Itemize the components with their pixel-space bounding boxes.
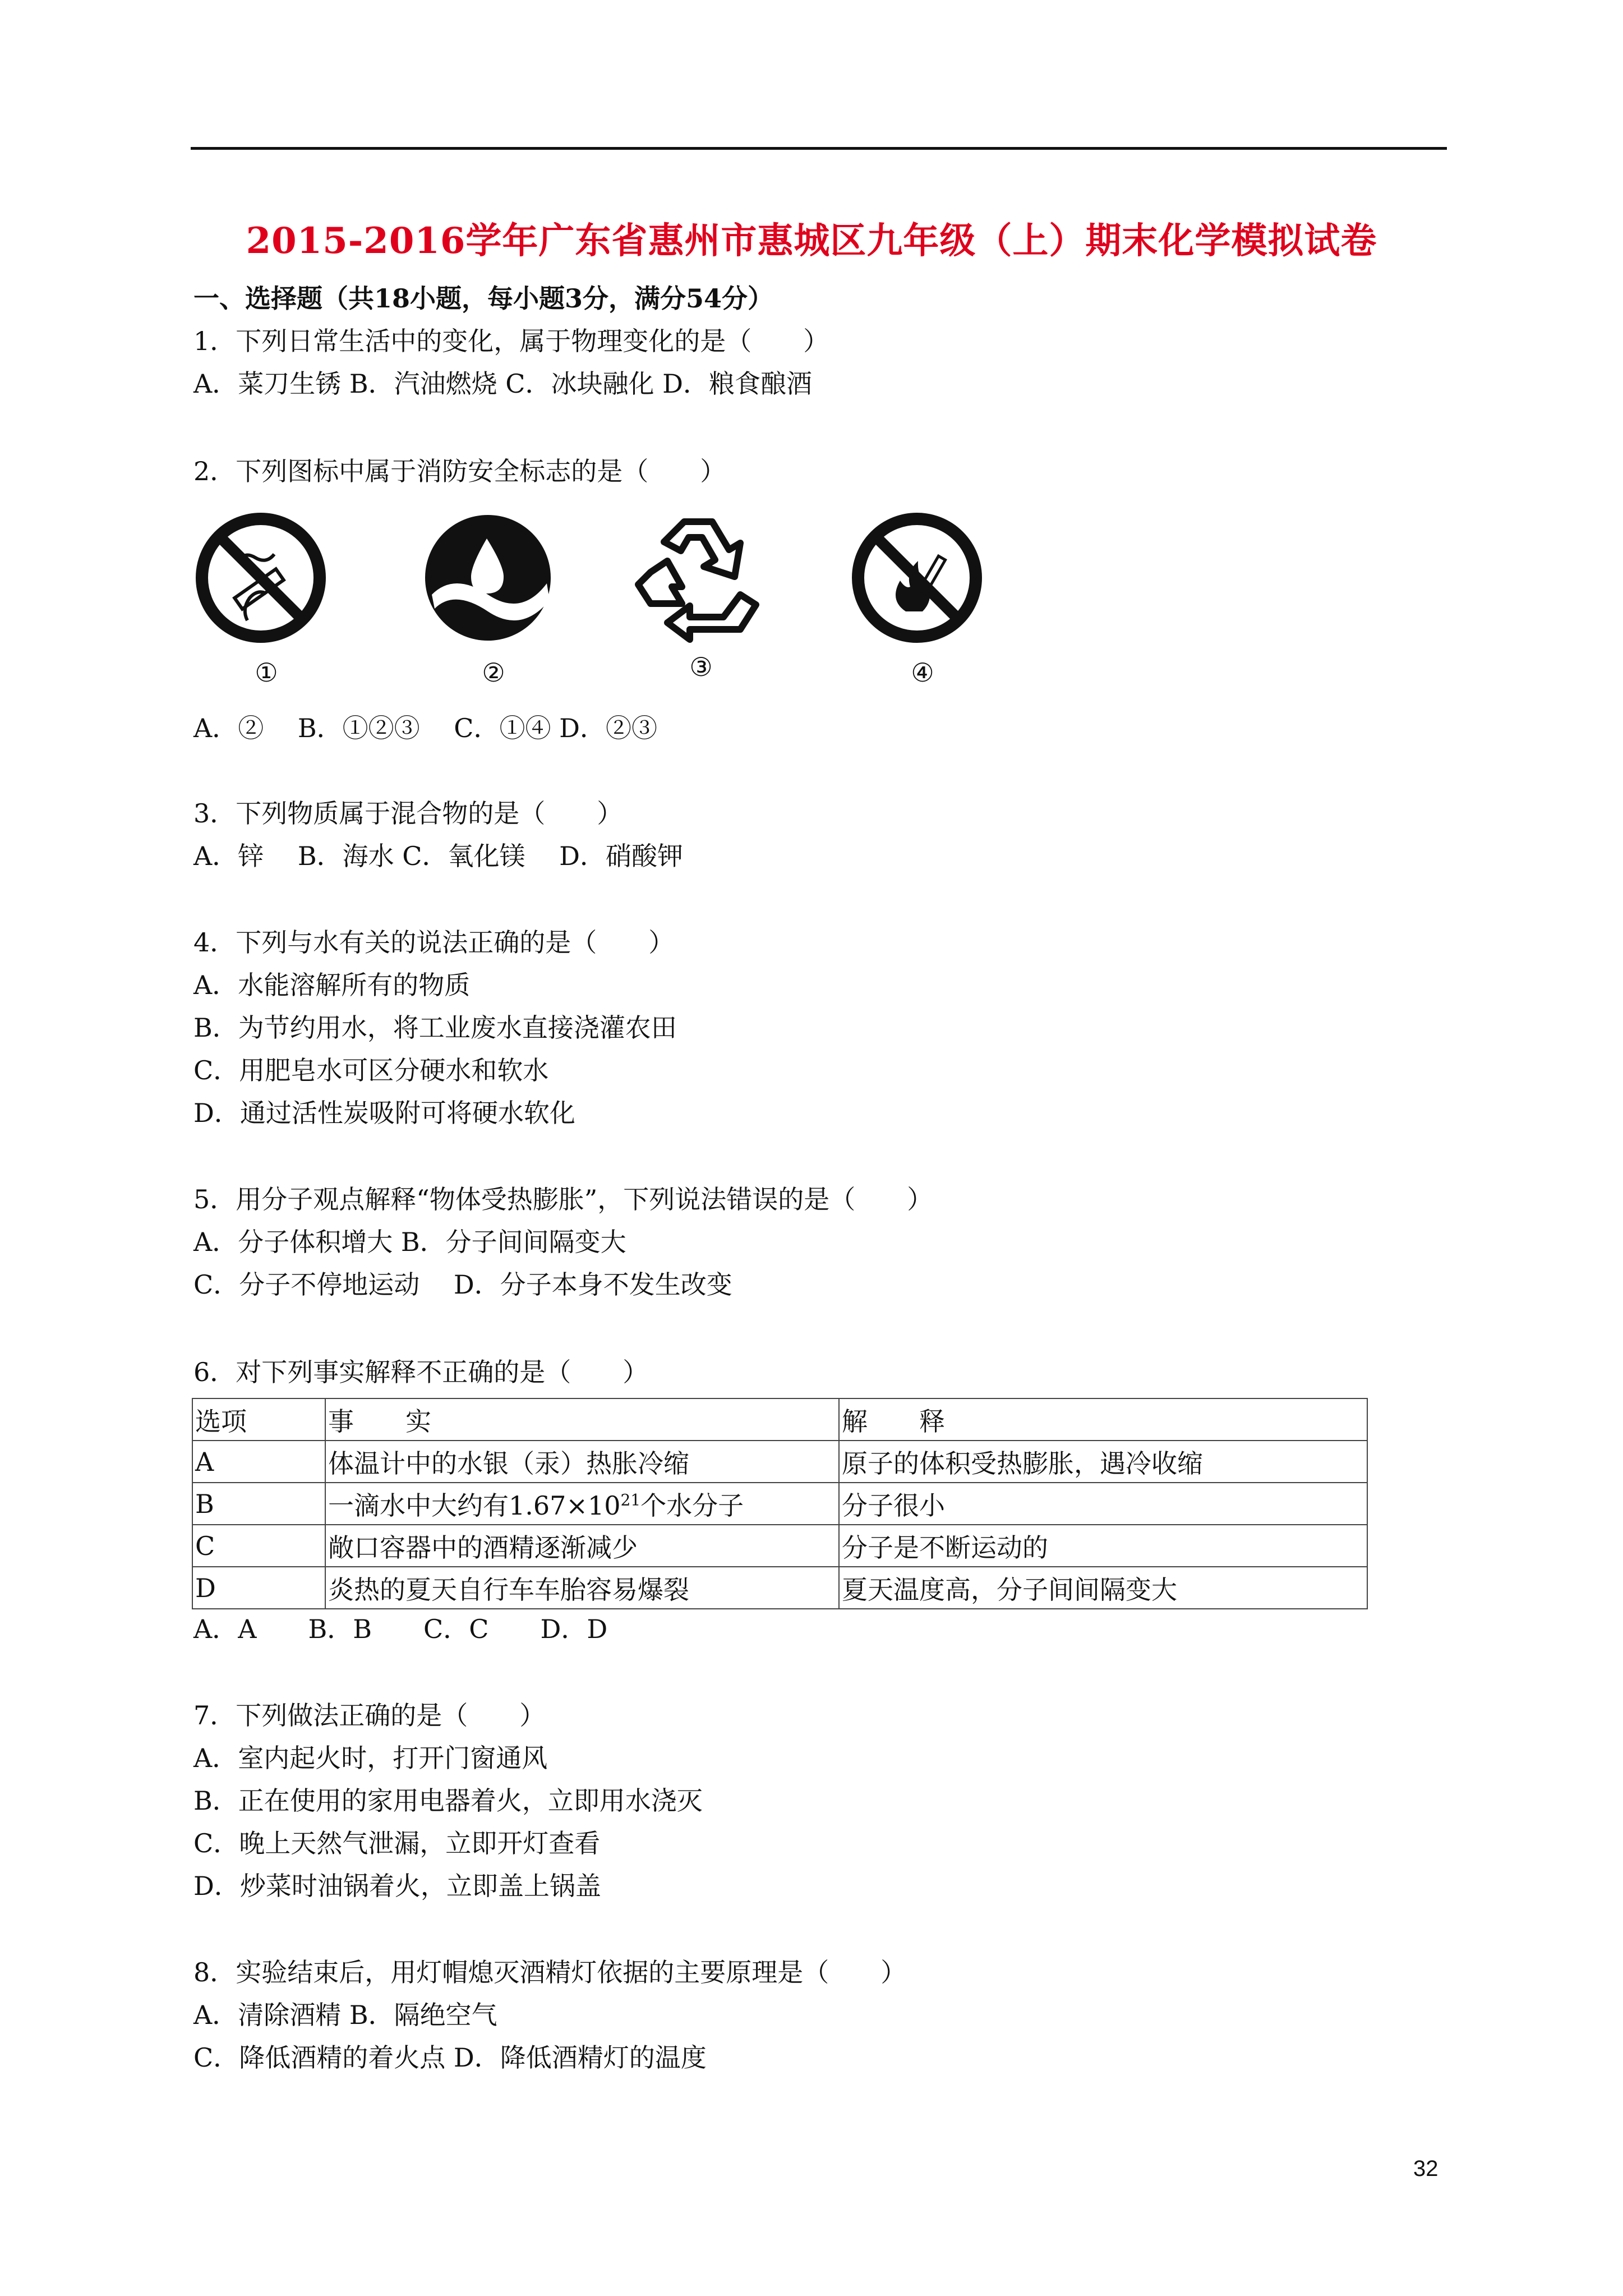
q6-options: A．A B．B C．C D．D bbox=[193, 1614, 608, 1644]
table-row bbox=[192, 1567, 1367, 1609]
q7-option-b: B．正在使用的家用电器着火，立即用水浇灭 bbox=[193, 1786, 703, 1816]
q2-icon-2-label: ② bbox=[482, 657, 505, 688]
q1-stem: 1．下列日常生活中的变化，属于物理变化的是（ ） bbox=[193, 326, 829, 356]
q2-icon-1 bbox=[193, 510, 339, 690]
row-b-fact bbox=[325, 1483, 839, 1525]
q6-facts-table bbox=[192, 1398, 1368, 1609]
table-row bbox=[192, 1483, 1367, 1525]
row-b-explanation: 分子很小 bbox=[839, 1483, 1367, 1525]
table-row bbox=[192, 1441, 1367, 1483]
q7-option-a: A．室内起火时，打开门窗通风 bbox=[193, 1743, 548, 1773]
row-c-option: C bbox=[192, 1525, 325, 1567]
q4-stem: 4．下列与水有关的说法正确的是（ ） bbox=[193, 927, 675, 958]
page-number: 32 bbox=[1413, 2156, 1438, 2181]
no-fire-icon bbox=[850, 510, 984, 645]
q2-icon-3 bbox=[628, 505, 774, 684]
row-d-explanation: 夏天温度高，分子间间隔变大 bbox=[839, 1567, 1367, 1609]
row-c-explanation: 分子是不断运动的 bbox=[839, 1525, 1367, 1567]
row-c-fact: 敞口容器中的酒精逐渐减少 bbox=[325, 1525, 839, 1567]
row-d-fact: 炎热的夏天自行车车胎容易爆裂 bbox=[325, 1567, 839, 1609]
header-rule bbox=[191, 147, 1447, 150]
header-option: 选项 bbox=[192, 1398, 325, 1441]
recycle-icon bbox=[628, 505, 768, 645]
water-drop-icon bbox=[421, 510, 555, 645]
section-heading: 一、选择题（共18小题，每小题3分，满分54分） bbox=[193, 283, 774, 314]
row-a-option: A bbox=[192, 1441, 325, 1483]
q7-option-d: D．炒菜时油锅着火，立即盖上锅盖 bbox=[193, 1871, 601, 1901]
q5-options-2: C．分子不停地运动 D．分子本身不发生改变 bbox=[193, 1269, 732, 1300]
q3-options: A．锌 B．海水 C．氧化镁 D．硝酸钾 bbox=[193, 841, 683, 871]
row-b-exponent: 21 bbox=[620, 1490, 641, 1510]
q2-options: A．② B．①②③ C．①④ D．②③ bbox=[193, 713, 657, 743]
exam-title: 2015-2016学年广东省惠州市惠城区九年级（上）期末化学模拟试卷 bbox=[246, 220, 1377, 262]
q2-stem: 2．下列图标中属于消防安全标志的是（ ） bbox=[193, 456, 726, 486]
row-a-explanation: 原子的体积受热膨胀，遇冷收缩 bbox=[839, 1441, 1367, 1483]
q6-stem: 6．对下列事实解释不正确的是（ ） bbox=[193, 1357, 649, 1387]
row-b-option: B bbox=[192, 1483, 325, 1525]
q2-icon-1-label: ① bbox=[255, 657, 278, 688]
q1-options: A．菜刀生锈 B．汽油燃烧 C．冰块融化 D．粮食酿酒 bbox=[193, 369, 812, 399]
q2-icon-3-label: ③ bbox=[689, 652, 713, 682]
q8-stem: 8．实验结束后，用灯帽熄灭酒精灯依据的主要原理是（ ） bbox=[193, 1957, 907, 1987]
q2-icon-4-label: ④ bbox=[911, 657, 934, 688]
q5-stem: 5．用分子观点解释“物体受热膨胀”，下列说法错误的是（ ） bbox=[193, 1184, 933, 1214]
q3-stem: 3．下列物质属于混合物的是（ ） bbox=[193, 798, 623, 829]
header-fact: 事 实 bbox=[325, 1398, 839, 1441]
q7-stem: 7．下列做法正确的是（ ） bbox=[193, 1700, 546, 1731]
q2-icon-4 bbox=[850, 510, 995, 690]
q8-options-2: C．降低酒精的着火点 D．降低酒精灯的温度 bbox=[193, 2042, 707, 2073]
q4-option-d: D．通过活性炭吸附可将硬水软化 bbox=[193, 1098, 575, 1128]
q7-option-c: C．晚上天然气泄漏，立即开灯查看 bbox=[193, 1828, 601, 1858]
row-d-option: D bbox=[192, 1567, 325, 1609]
q5-options-1: A．分子体积增大 B．分子间间隔变大 bbox=[193, 1227, 626, 1257]
row-b-fact-suffix: 个水分子 bbox=[640, 1490, 744, 1521]
table-row bbox=[192, 1525, 1367, 1567]
q4-option-a: A．水能溶解所有的物质 bbox=[193, 970, 471, 1000]
q8-options-1: A．清除酒精 B．隔绝空气 bbox=[193, 2000, 497, 2030]
table-header-row bbox=[192, 1398, 1367, 1441]
no-smoking-icon bbox=[193, 510, 328, 645]
q2-icon-2 bbox=[421, 510, 566, 690]
q4-option-b: B．为节约用水，将工业废水直接浇灌农田 bbox=[193, 1013, 677, 1043]
row-b-fact-text: 一滴水中大约有1.67×10 bbox=[328, 1490, 621, 1521]
row-a-fact: 体温计中的水银（汞）热胀冷缩 bbox=[325, 1441, 839, 1483]
q4-option-c: C．用肥皂水可区分硬水和软水 bbox=[193, 1055, 549, 1085]
header-explanation: 解 释 bbox=[839, 1398, 1367, 1441]
